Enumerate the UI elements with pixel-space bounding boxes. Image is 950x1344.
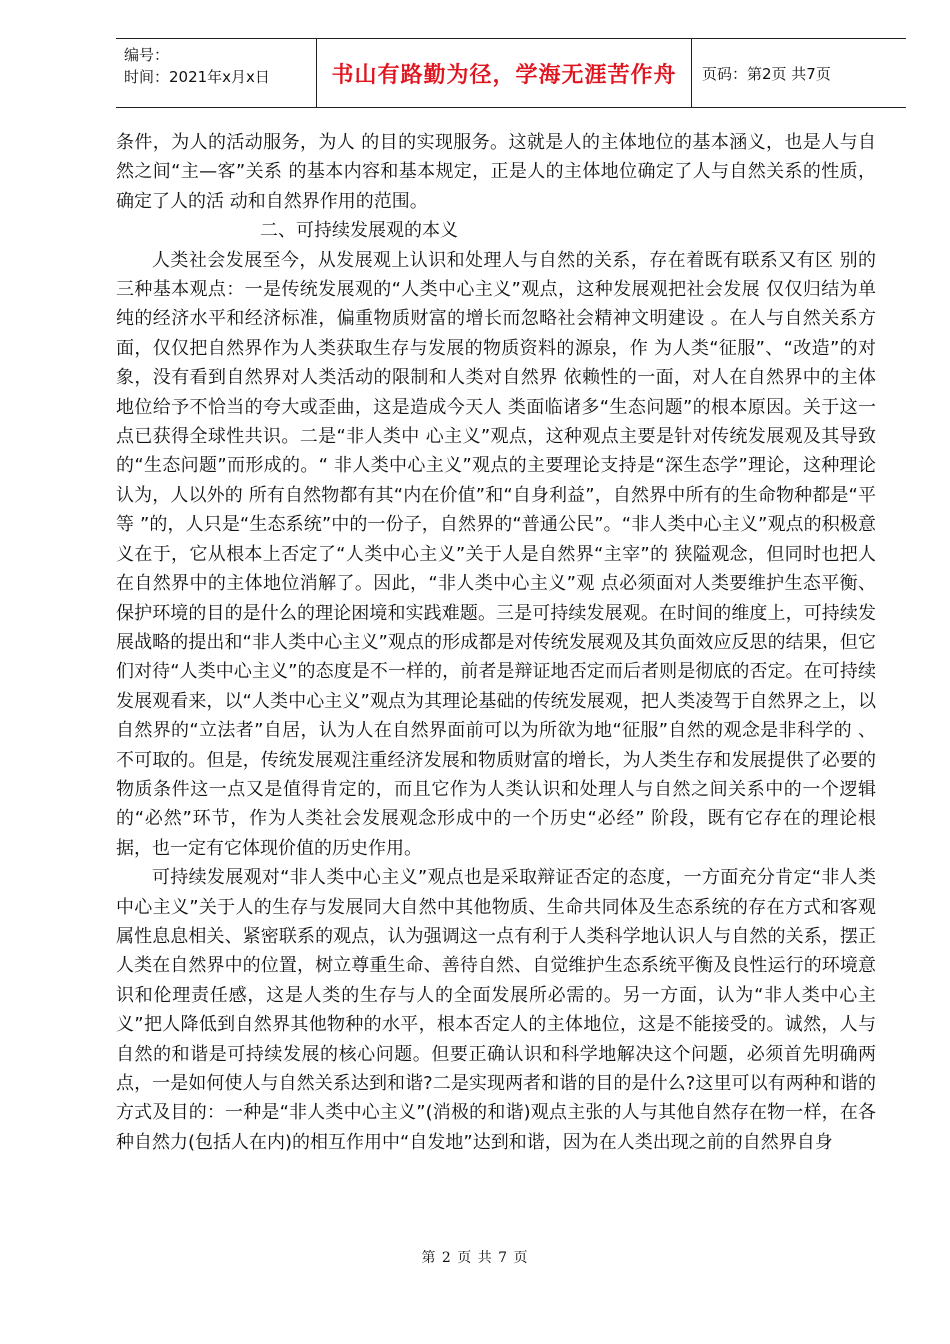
paragraph: 可持续发展观对“非人类中心主义”观点也是采取辩证否定的态度，一方面充分肯定“非人类中心主义”关于人的生存与发展同大自然中其他物质、生命共同体及生态系统的存在方式和客观属性息息相关、紧密联系的观点，认为强调这一点有利于人类科学地认识人与自然的关系，摆正人类在自然界中的位置，树立尊重生命、善待自然、自觉维护生态系统平衡及良性运行的环境意识和伦理责任感，这是人类的生存与人的全面发展所必需的。另一方面，认为“非人类中心主义”把人降低到自然界其他物种的水平，根本否定人的主体地位，这是不能接受的。诚然，人与自然的和谐是可持续发展的核心问题。但要正确认识和科学地解决这个问题，必须首先明确两点，一是如何使人与自然关系达到和谐?二是实现两者和谐的目的是什么?这里可以有两种和谐的方式及目的：一种是“非人类中心主义”(消极的和谐)观点主张的人与其他自然存在物一样，在各种自然力(包括人在内)的相互作用中“自发地”达到和谐，因为在人类出现之前的自然界自身 — [116, 867, 876, 1153]
document-body — [116, 128, 876, 1157]
header-page-info: 页码：第2页 共7页 — [702, 64, 831, 83]
paragraph: 人类社会发展至今，从发展观上认识和处理人与自然的关系，存在着既有联系又有区 别的三种基本观点：一是传统发展观的“人类中心主义”观点，这种发展观把社会发展 仅仅归结为单纯的经济水平和经济标准，偏重物质财富的增长而忽略社会精神文明建设 。在人与自然关系方面，仅仅把自然界作为人类获取生存与发展的物质资料的源泉，作 为人类“征服”、“改造”的对象，没有看到自然界对人类活动的限制和人类对自然界 依赖性的一面，对人在自然界中的主体地位给予不恰当的夸大或歪曲，这是造成今天人 类面临诸多“生态问题”的根本原因。关于这一点已获得全球性共识。二是“非人类中 心主义”观点，这种观点主要是针对传统发展观及其导致的“生态问题”而形成的。“ 非人类中心主义”观点的主要理论支持是“深生态学”理论，这种理论认为，人以外的 所有自然物都有其“内在价值”和“自身利益”，自然界中所有的生命物种都是“平等 ”的，人只是“生态系统”中的一份子，自然界的“普通公民”。“非人类中心主义”观点的积极意义在于，它从根本上否定了“人类中心主义”关于人是自然界“主宰”的 狭隘观念，但同时也把人在自然界中的主体地位消解了。因此，“非人类中心主义”观 点必须面对人类要维护生态平衡、保护环境的目的是什么的理论困境和实践难题。三是可持续发展观。在时间的维度上，可持续发展战略的提出和“非人类中心主义”观点的形成都是对传统发展观及其负面效应反思的结果，但它们对待“人类中心主义”的态度是不一样的，前者是辩证地否定而后者则是彻底的否定。在可持续发展观看来，以“人类中心主义”观点为其理论基础的传统发展观，把人类凌驾于自然界之上，以自然界的“立法者”自居，认为人在自然界面前可以为所欲为地“征服”自然的观念是非科学的 、不可取的。但是，传统发展观注重经济发展和物质财富的增长，为人类生存和发展提供了必要的物质条件这一点又是值得肯定的，而且它作为人类认识和处理人与自然之间关系中的一个逻辑的“必然”环节，作为人类社会发展观念形成中的一个历史“必经” 阶段，既有它存在的理论根据，也一定有它体现价值的历史作用。 — [116, 249, 876, 859]
section-heading: 二、可持续发展观的本义 — [260, 220, 458, 242]
page-footer: 第 2 页 共 7 页 — [421, 1250, 529, 1266]
paragraph-continuation: 条件，为人的活动服务，为人 的目的实现服务。这就是人的主体地位的基本涵义，也是人与自然之间“主—客”关系 的基本内容和基本规定，正是人的主体地位确定了人与自然关系的性质，确定了人的活 动和自然界作用的范围。 — [116, 132, 876, 212]
header-motto: 书山有路勤为径，学海无涯苦作舟 — [316, 39, 692, 107]
header-meta — [116, 39, 316, 107]
header-time-label: 时间：2021年x月x日 — [124, 68, 270, 86]
header-number-label: 编号： — [124, 46, 170, 64]
page-header — [116, 38, 906, 108]
